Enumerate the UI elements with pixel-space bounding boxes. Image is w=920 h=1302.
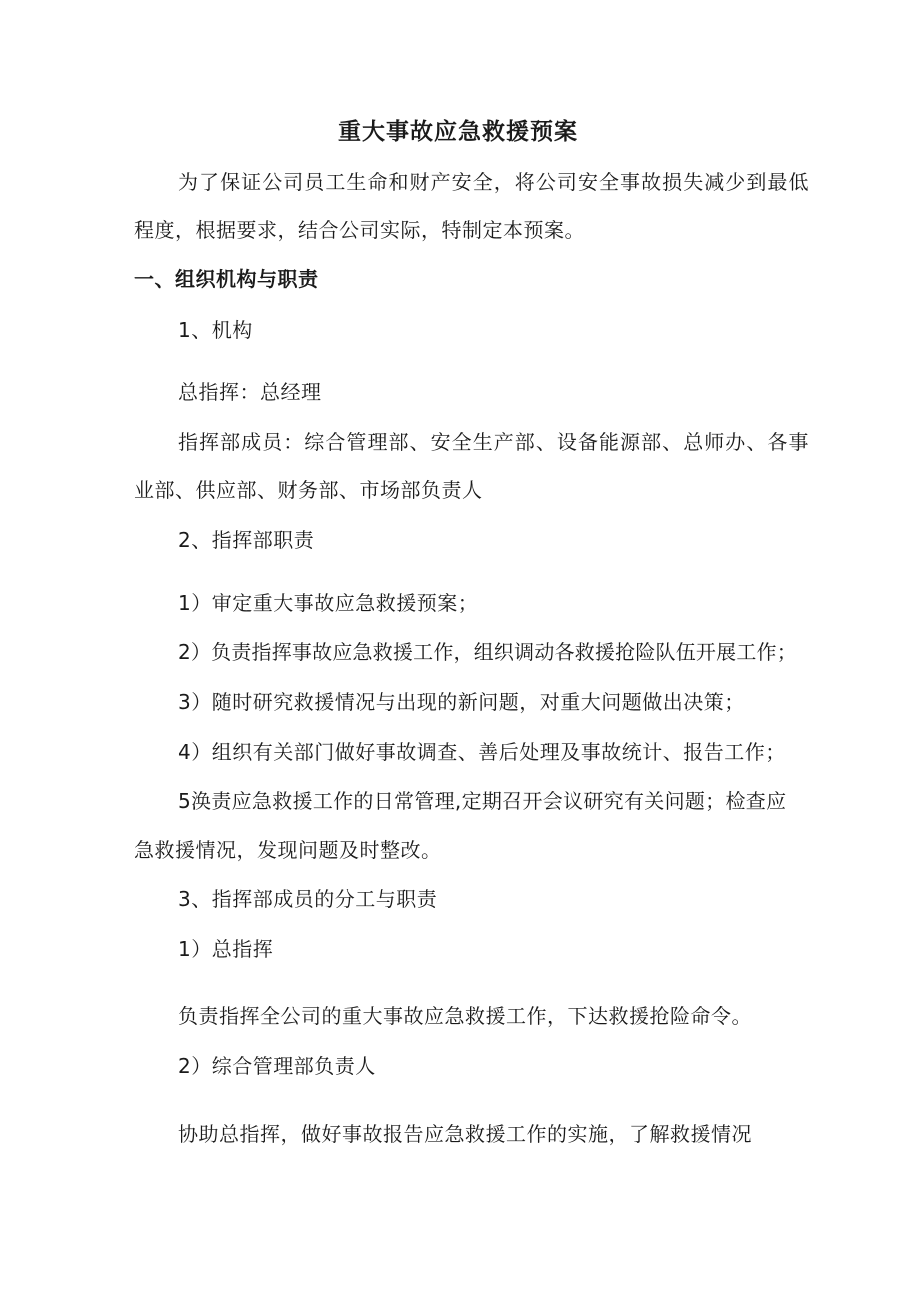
members-line-1: 指挥部成员：综合管理部、安全生产部、设备能源部、总师办、各事 <box>178 430 810 454</box>
duty-item-1: 1）审定重大事故应急救援预案； <box>178 591 479 615</box>
subsection-3-heading: 3、指挥部成员的分工与职责 <box>178 887 438 911</box>
duty-item-4: 4）组织有关部门做好事故调查、善后处理及事故统计、报告工作； <box>178 740 786 764</box>
duty-item-3: 3）随时研究救援情况与出现的新问题，对重大问题做出决策； <box>178 690 745 714</box>
role-2-heading: 2）综合管理部负责人 <box>178 1054 376 1078</box>
duty-item-5-line-1: 5涣责应急救援工作的日常管理,定期召开会议研究有关问题；检查应 <box>178 789 787 813</box>
role-1-heading: 1）总指挥 <box>178 937 274 961</box>
document-title: 重大事故应急救援预案 <box>338 119 578 145</box>
role-1-text: 负责指挥全公司的重大事故应急救援工作，下达救援抢险命令。 <box>178 1004 752 1028</box>
subsection-2-heading: 2、指挥部职责 <box>178 528 315 552</box>
commander-line: 总指挥：总经理 <box>178 380 322 404</box>
intro-line-2: 程度，根据要求，结合公司实际，特制定本预案。 <box>134 218 585 242</box>
duty-item-2: 2）负责指挥事故应急救援工作，组织调动各救援抢险队伍开展工作； <box>178 640 797 664</box>
members-line-2: 业部、供应部、财务部、市场部负责人 <box>134 478 483 502</box>
duty-item-5-line-2: 急救援情况，发现问题及时整改。 <box>134 838 442 862</box>
intro-line-1: 为了保证公司员工生命和财产安全，将公司安全事故损失减少到最低 <box>178 170 810 194</box>
role-2-text: 协助总指挥，做好事故报告应急救援工作的实施，了解救援情况 <box>178 1122 752 1146</box>
section-1-heading: 一、组织机构与职责 <box>134 267 319 291</box>
subsection-1-heading: 1、机构 <box>178 318 253 342</box>
